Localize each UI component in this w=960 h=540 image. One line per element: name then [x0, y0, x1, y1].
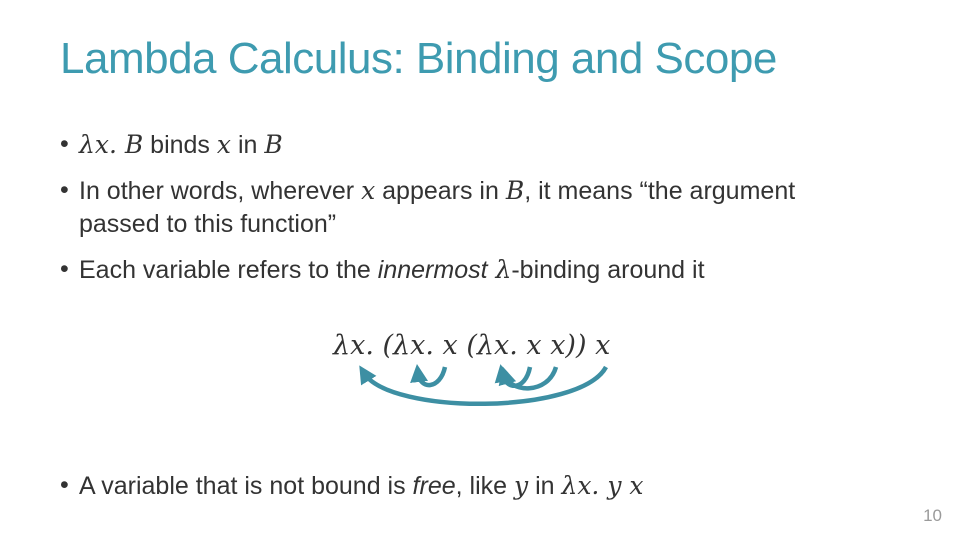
bullet-list [60, 128, 840, 299]
bullet-free-variable [60, 469, 644, 503]
page-number: 10 [923, 506, 942, 525]
lambda-expression: λx. B [79, 130, 144, 159]
bullet-innermost [60, 253, 840, 287]
bullet-text: in [528, 472, 562, 500]
bullet-binds [60, 128, 840, 162]
slide-title: Lambda Calculus: Binding and Scope [60, 34, 777, 83]
variable-y: y [514, 471, 529, 500]
bullet-text: , like [455, 472, 514, 500]
variable-b: B [505, 176, 525, 205]
binding-arrow-inner-first [502, 367, 530, 386]
bullet-other-words [60, 174, 840, 241]
lambda-formula: λx. (λx. x (λx. x x)) x [333, 330, 611, 361]
binding-arrow-inner-second [505, 367, 556, 388]
lambda-expression: λx. y x [561, 471, 644, 500]
bullet-text: A variable that is not bound is [79, 472, 413, 500]
bullet-text: Each variable refers to the [79, 256, 378, 284]
bullet-text: in [231, 131, 265, 159]
binding-arrow-middle [418, 367, 445, 385]
variable-x: x [361, 176, 376, 205]
variable-b: B [264, 130, 283, 159]
lambda-symbol: λ [487, 255, 512, 284]
bullet-text: appears in [375, 177, 506, 205]
bullet-text: -binding around it [511, 256, 705, 284]
bullet-text: In other words, wherever [79, 177, 362, 205]
bullet-text: , it means “the argument passed to this function” [79, 177, 796, 238]
variable-x: x [216, 130, 231, 159]
bullet-text: binds [143, 131, 217, 159]
emphasis-free: free [412, 472, 456, 500]
binding-arrow-outer [364, 367, 606, 404]
emphasis-innermost: innermost [377, 256, 488, 284]
